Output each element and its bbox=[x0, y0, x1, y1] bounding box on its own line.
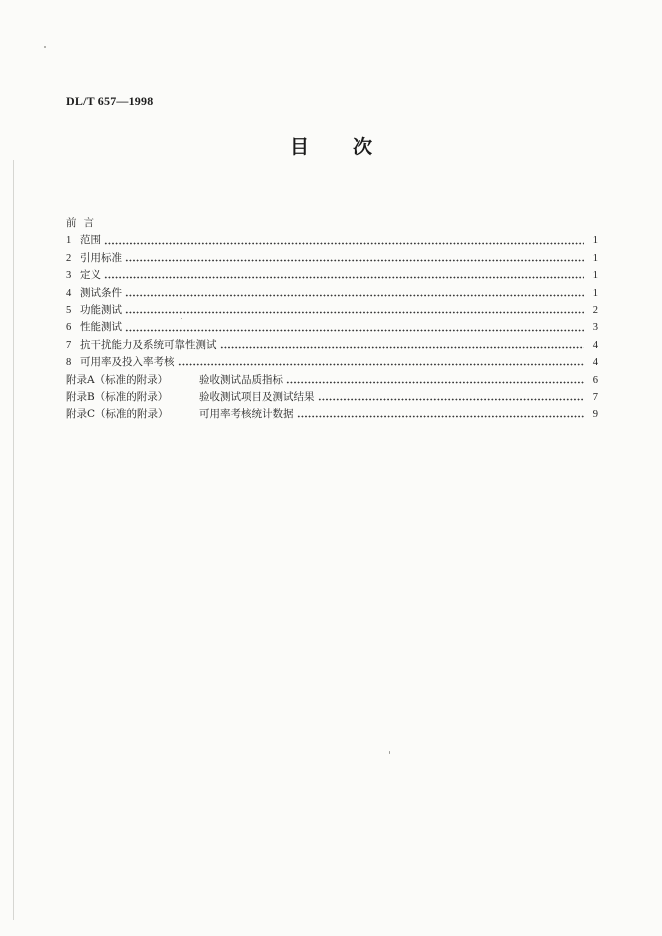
toc-entry[interactable] bbox=[66, 354, 598, 371]
toc-appendix-title: 可用率考核统计数据 bbox=[199, 408, 294, 421]
table-of-contents bbox=[66, 215, 598, 424]
dot-leader bbox=[318, 398, 585, 401]
dot-leader bbox=[297, 415, 585, 418]
toc-entry[interactable] bbox=[66, 232, 598, 249]
toc-entry-number: 6 bbox=[66, 322, 72, 334]
toc-entry-label: 功能测试 bbox=[80, 303, 122, 316]
scan-binding-edge bbox=[13, 160, 14, 920]
toc-entry-page: 1 bbox=[592, 252, 598, 264]
toc-entry-label: 范围 bbox=[80, 234, 101, 247]
toc-preface-row[interactable] bbox=[66, 215, 598, 232]
toc-entry-label: 性能测试 bbox=[80, 321, 122, 334]
toc-entry-page: 4 bbox=[592, 357, 598, 369]
scan-speck bbox=[389, 751, 390, 754]
toc-entry-page: 1 bbox=[592, 235, 598, 247]
toc-entry-page: 4 bbox=[592, 339, 598, 351]
toc-entry[interactable] bbox=[66, 302, 598, 319]
toc-appendix-entry[interactable] bbox=[66, 389, 598, 406]
toc-entry-label: 可用率及投入率考核 bbox=[80, 356, 175, 369]
dot-leader bbox=[104, 276, 584, 279]
dot-leader bbox=[125, 329, 584, 332]
toc-appendix-page: 9 bbox=[592, 409, 598, 421]
toc-entry-number: 4 bbox=[66, 287, 72, 299]
toc-entry-number: 8 bbox=[66, 357, 72, 369]
toc-appendix-label: 附录C（标准的附录） bbox=[66, 408, 169, 421]
dot-leader bbox=[178, 363, 585, 366]
document-code: DL/T 657—1998 bbox=[66, 94, 154, 108]
dot-leader bbox=[125, 259, 584, 262]
toc-entry-number: 3 bbox=[66, 270, 72, 282]
toc-entry-page: 1 bbox=[592, 287, 598, 299]
toc-entry[interactable] bbox=[66, 337, 598, 354]
toc-entry-page: 1 bbox=[592, 270, 598, 282]
toc-appendix-label: 附录B（标准的附录） bbox=[66, 390, 169, 403]
toc-entry[interactable] bbox=[66, 319, 598, 336]
scan-speck bbox=[44, 46, 46, 48]
toc-entry-number: 2 bbox=[66, 252, 72, 264]
dot-leader bbox=[125, 311, 584, 314]
toc-appendix-page: 7 bbox=[592, 391, 598, 403]
toc-appendix-title: 验收测试项目及测试结果 bbox=[199, 390, 315, 403]
toc-entry-label: 抗干扰能力及系统可靠性测试 bbox=[80, 338, 217, 351]
toc-entry[interactable] bbox=[66, 267, 598, 284]
toc-entry-page: 3 bbox=[592, 322, 598, 334]
toc-entry-number: 7 bbox=[66, 339, 72, 351]
toc-appendix-page: 6 bbox=[592, 374, 598, 386]
toc-entry-label: 测试条件 bbox=[80, 286, 122, 299]
toc-entry-number: 5 bbox=[66, 304, 72, 316]
dot-leader bbox=[286, 381, 584, 384]
toc-preface-label: 前言 bbox=[66, 217, 101, 229]
toc-entry-label: 定义 bbox=[80, 269, 101, 282]
toc-entry[interactable] bbox=[66, 250, 598, 267]
toc-title: 目次 bbox=[289, 136, 416, 158]
toc-appendix-entry[interactable] bbox=[66, 372, 598, 389]
toc-appendix-label: 附录A（标准的附录） bbox=[66, 373, 169, 386]
toc-entry[interactable] bbox=[66, 285, 598, 302]
dot-leader bbox=[125, 294, 584, 297]
toc-appendix-entry[interactable] bbox=[66, 406, 598, 423]
toc-appendix-title: 验收测试品质指标 bbox=[199, 373, 283, 386]
toc-entry-number: 1 bbox=[66, 235, 72, 247]
dot-leader bbox=[220, 346, 585, 349]
toc-entry-label: 引用标准 bbox=[80, 251, 122, 264]
toc-entry-page: 2 bbox=[592, 304, 598, 316]
dot-leader bbox=[104, 242, 584, 245]
